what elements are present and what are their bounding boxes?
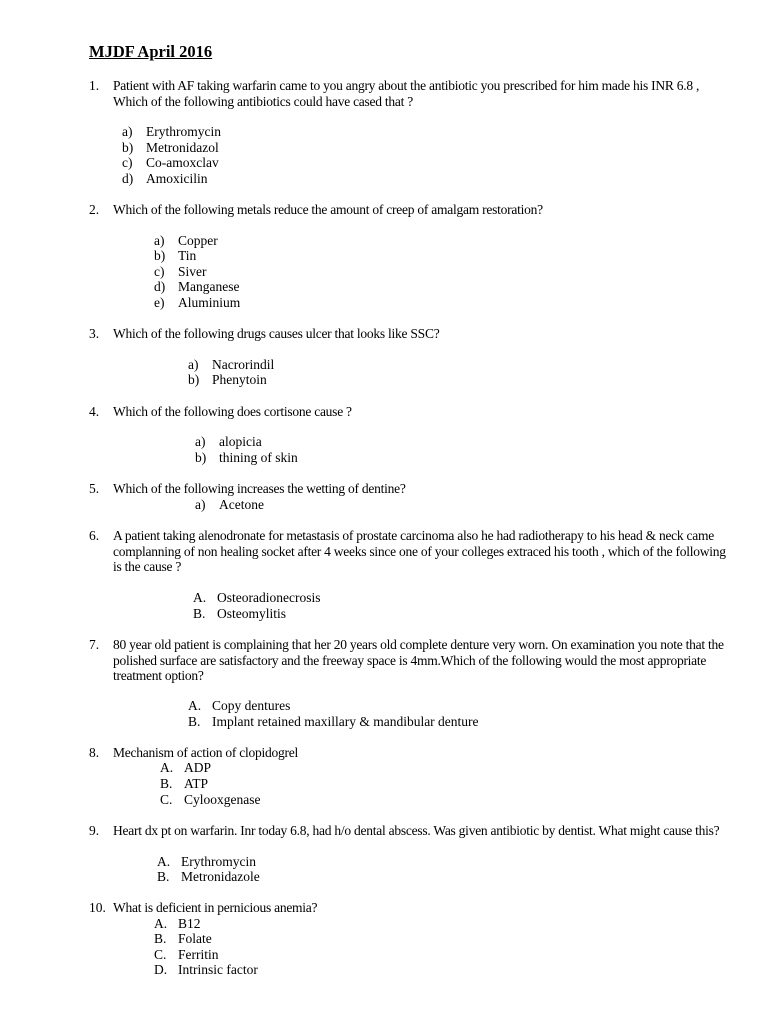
- question-1-option-a: [122, 124, 221, 140]
- option-letter: a): [122, 124, 133, 139]
- question-9-text: Heart dx pt on warfarin. Inr today 6.8, had h/o dental abscess. Was given antibiotic by dentist. What might cause this?: [113, 823, 720, 838]
- question-4-option-a: [195, 434, 262, 450]
- question-5-option-a: [195, 497, 264, 513]
- question-7-number: 7.: [89, 637, 100, 652]
- question-1-option-b: [122, 140, 219, 156]
- option-text: alopicia: [219, 434, 262, 449]
- option-letter: A.: [193, 590, 207, 605]
- option-letter: a): [154, 233, 165, 248]
- question-10-option-c: [154, 947, 219, 963]
- question-10-text: What is deficient in pernicious anemia?: [113, 900, 318, 915]
- option-text: Siver: [178, 264, 207, 279]
- option-letter: B.: [188, 714, 201, 729]
- question-2-option-a: [154, 233, 218, 249]
- option-text: Metronidazole: [181, 869, 260, 884]
- option-text: Metronidazol: [146, 140, 219, 155]
- option-letter: b): [188, 372, 200, 387]
- question-10-number: 10.: [89, 900, 106, 915]
- option-letter: c): [154, 264, 165, 279]
- option-text: Acetone: [219, 497, 264, 512]
- option-text: ATP: [184, 776, 209, 791]
- option-text: Cylooxgenase: [184, 792, 261, 807]
- question-1-option-c: [122, 155, 219, 171]
- question-7-option-a: [188, 698, 290, 714]
- option-text: Aluminium: [178, 295, 241, 310]
- option-letter: B.: [193, 606, 206, 621]
- option-text: Erythromycin: [146, 124, 221, 139]
- option-text: Copper: [178, 233, 218, 248]
- question-5-text: Which of the following increases the wetting of dentine?: [113, 481, 406, 496]
- option-text: Nacrorindil: [212, 357, 275, 372]
- option-text: Intrinsic factor: [178, 962, 258, 977]
- option-text: Erythromycin: [181, 854, 256, 869]
- option-letter: A.: [157, 854, 171, 869]
- question-8-option-c: [160, 792, 261, 808]
- question-6-text: A patient taking alenodronate for metastasis of prostate carcinoma also he had radiotherapy to his head & neck came complanning of non healing socket after 4 weeks since one of your colleges extraced his tooth , which of the following is the cause ?: [113, 528, 726, 574]
- option-letter: a): [195, 434, 206, 449]
- option-text: B12: [178, 916, 201, 931]
- option-letter: A.: [160, 760, 174, 775]
- question-2-text: Which of the following metals reduce the amount of creep of amalgam restoration?: [113, 202, 543, 217]
- option-letter: B.: [157, 869, 170, 884]
- question-3-option-b: [188, 372, 267, 388]
- option-text: ADP: [184, 760, 212, 775]
- question-3-option-a: [188, 357, 274, 373]
- option-text: Copy dentures: [212, 698, 291, 713]
- question-10-option-b: [154, 931, 212, 947]
- question-6-option-a: [193, 590, 320, 606]
- question-1-text: Patient with AF taking warfarin came to you angry about the antibiotic you prescribed for him made his INR 6.8 , Which of the following antibiotics could have cased that ?: [113, 78, 700, 109]
- question-1-number: 1.: [89, 78, 100, 93]
- option-letter: c): [122, 155, 133, 170]
- question-10-option-a: [154, 916, 201, 932]
- question-8-option-a: [160, 760, 211, 776]
- option-text: Ferritin: [178, 947, 219, 962]
- question-9-number: 9.: [89, 823, 100, 838]
- option-letter: B.: [154, 931, 167, 946]
- question-8-option-b: [160, 776, 208, 792]
- question-3-text: Which of the following drugs causes ulcer that looks like SSC?: [113, 326, 440, 341]
- option-letter: b): [122, 140, 134, 155]
- option-letter: a): [188, 357, 199, 372]
- question-1-option-d: [122, 171, 208, 187]
- question-3-number: 3.: [89, 326, 100, 341]
- option-text: Tin: [178, 248, 197, 263]
- document-title: MJDF April 2016: [89, 42, 213, 61]
- option-letter: C.: [154, 947, 167, 962]
- option-letter: e): [154, 295, 165, 310]
- question-2-number: 2.: [89, 202, 100, 217]
- option-text: Amoxicilin: [146, 171, 208, 186]
- question-7-text: 80 year old patient is complaining that her 20 years old complete denture very worn. On examination you note that the polished surface are satisfactory and the freeway space is 4mm.Which of the following would the most appropriate treatment option?: [113, 637, 724, 683]
- option-text: Implant retained maxillary & mandibular denture: [212, 714, 479, 729]
- option-text: Co-amoxclav: [146, 155, 219, 170]
- question-9-option-b: [157, 869, 260, 885]
- option-letter: A.: [188, 698, 202, 713]
- question-8-text: Mechanism of action of clopidogrel: [113, 745, 298, 760]
- question-6-number: 6.: [89, 528, 100, 543]
- option-text: thining of skin: [219, 450, 298, 465]
- question-2-option-c: [154, 264, 207, 280]
- option-text: Osteomylitis: [217, 606, 287, 621]
- question-5-number: 5.: [89, 481, 100, 496]
- question-8-number: 8.: [89, 745, 100, 760]
- option-letter: b): [154, 248, 166, 263]
- question-2-option-d: [154, 279, 239, 295]
- question-7-option-b: [188, 714, 479, 730]
- question-10-option-d: [154, 962, 258, 978]
- question-4-text: Which of the following does cortisone cause ?: [113, 404, 352, 419]
- question-4-option-b: [195, 450, 298, 466]
- question-2-option-b: [154, 248, 196, 264]
- option-letter: d): [122, 171, 134, 186]
- question-6-option-b: [193, 606, 286, 622]
- option-letter: B.: [160, 776, 173, 791]
- option-letter: D.: [154, 962, 168, 977]
- option-text: Folate: [178, 931, 212, 946]
- option-letter: A.: [154, 916, 168, 931]
- question-4-number: 4.: [89, 404, 100, 419]
- question-9-option-a: [157, 854, 256, 870]
- option-text: Osteoradionecrosis: [217, 590, 321, 605]
- option-text: Manganese: [178, 279, 240, 294]
- option-text: Phenytoin: [212, 372, 267, 387]
- option-letter: C.: [160, 792, 173, 807]
- option-letter: b): [195, 450, 207, 465]
- question-2-option-e: [154, 295, 240, 311]
- option-letter: d): [154, 279, 166, 294]
- option-letter: a): [195, 497, 206, 512]
